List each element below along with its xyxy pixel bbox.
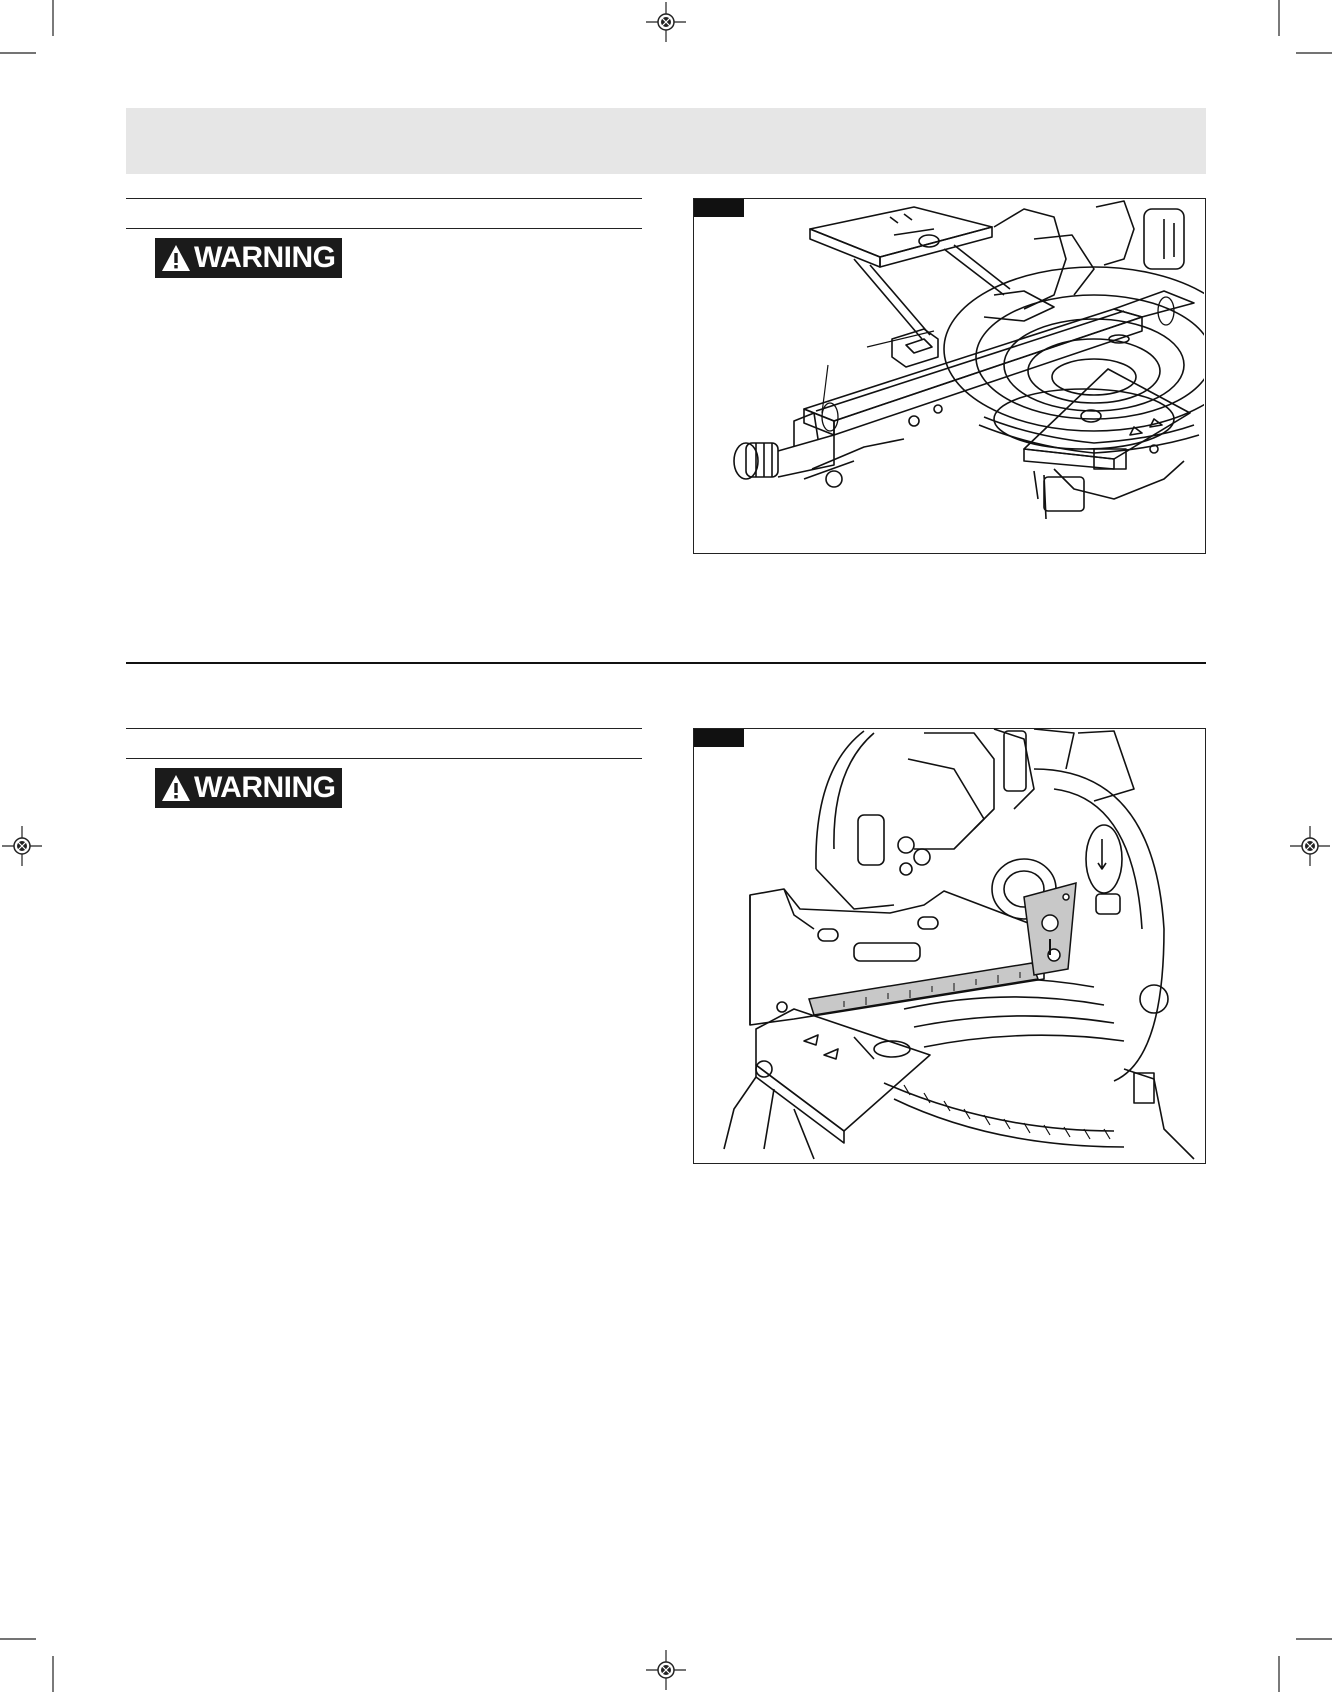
warning-badge [155, 768, 342, 808]
section-divider [126, 662, 1206, 664]
miter-saw-fence-illustration [694, 199, 1204, 552]
crosshair-icon [646, 1650, 686, 1690]
registration-mark-left [2, 826, 42, 866]
square-blade [809, 963, 1038, 1015]
section-2-bottom-rule [126, 758, 642, 759]
warning-label: WARNING [194, 241, 336, 274]
section-1-top-rule [126, 198, 642, 199]
figure-number-tab [694, 199, 744, 217]
registration-mark-right [1290, 826, 1330, 866]
square-alignment-illustration [694, 729, 1204, 1162]
section-1-bottom-rule [126, 228, 642, 229]
crosshair-icon [646, 2, 686, 42]
registration-mark-bottom [646, 1650, 686, 1690]
warning-triangle-icon [161, 774, 191, 802]
figure-number-tab [694, 729, 744, 747]
crosshair-icon [1290, 826, 1330, 866]
warning-badge [155, 238, 342, 278]
registration-mark-top [646, 2, 686, 42]
figure-1 [693, 198, 1206, 554]
page-header-band [126, 108, 1206, 174]
section-2-top-rule [126, 728, 642, 729]
crosshair-icon [2, 826, 42, 866]
figure-2 [693, 728, 1206, 1164]
warning-label: WARNING [194, 771, 336, 804]
warning-triangle-icon [161, 244, 191, 272]
